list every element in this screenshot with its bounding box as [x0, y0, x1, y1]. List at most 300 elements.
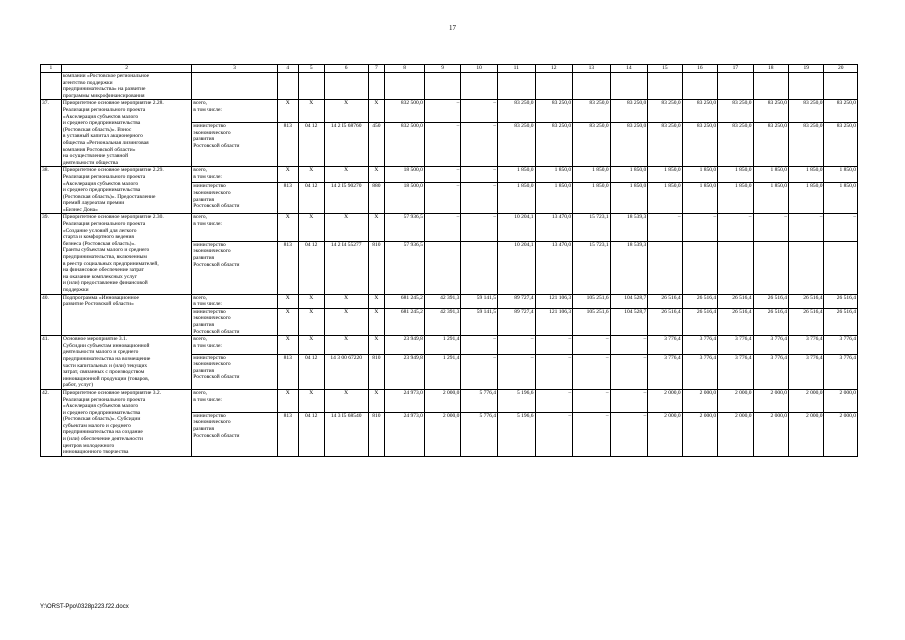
cell-line: компании «Ростовское региональное [62, 73, 150, 79]
empty-cell [298, 73, 324, 100]
value-cell: – [573, 412, 611, 456]
value-cell: 3 776,4 [789, 354, 824, 389]
value-cell: 83 250,0 [610, 123, 648, 167]
row-number: 41. [41, 336, 62, 390]
value-cell: – [753, 214, 788, 241]
cell-line: всего, [193, 214, 208, 221]
cell-line: экономического [193, 190, 231, 196]
value-cell: 105 251,6 [573, 294, 611, 308]
value-cell: 83 250,0 [753, 100, 788, 123]
value-cell: 3 776,4 [682, 336, 717, 354]
value-cell: X [324, 308, 368, 335]
value-cell: 104 528,7 [610, 308, 648, 335]
cell-line: Основное мероприятие 3.1. [62, 336, 128, 343]
value-cell: X [324, 389, 368, 412]
value-cell: X [277, 167, 298, 183]
value-cell: X [298, 336, 324, 354]
value-cell: 1 850,0 [682, 183, 717, 214]
row-number: 42. [41, 389, 62, 456]
responsible-ministry [192, 412, 278, 456]
value-cell: 04 12 [298, 123, 324, 167]
value-cell: 04 12 [298, 412, 324, 456]
value-cell: 681 245,2 [385, 308, 425, 335]
value-cell: X [298, 389, 324, 412]
cell-line: компания Ростовской области» [62, 146, 136, 153]
responsible-total [192, 336, 278, 354]
cell-line: министерство [193, 183, 226, 190]
value-cell: 1 850,0 [718, 183, 753, 214]
header-cell: 9 [424, 65, 461, 73]
responsible-total [192, 389, 278, 412]
value-cell [682, 241, 717, 294]
value-cell: 2 000,0 [753, 412, 788, 456]
cell-line: субъектам малого и среднего [62, 422, 131, 429]
value-cell: 26 516,4 [648, 308, 682, 335]
cell-line: развития [193, 321, 215, 328]
value-cell: X [277, 308, 298, 335]
empty-cell [277, 73, 298, 100]
footer-filepath: Y:\ORST-Ppo\0328p223.f22.docx [40, 604, 129, 610]
value-cell: 83 250,0 [573, 100, 611, 123]
value-cell: 2 000,0 [824, 389, 858, 412]
cell-line: экономического [193, 315, 231, 322]
value-cell: 1 850,0 [718, 167, 753, 183]
value-cell: 810 [368, 241, 385, 294]
cell-line: и среднего предпринимательства [62, 120, 141, 127]
cell-line: предпринимательства» на развитие [62, 86, 146, 93]
value-cell: X [368, 214, 385, 241]
value-cell: – [461, 100, 498, 123]
cell-line: Реализация регионального проекта [62, 221, 146, 228]
value-cell [648, 241, 682, 294]
cell-line: и (или) предоставление финансовой [62, 280, 148, 287]
cell-line: затрат, связанных с производством [62, 369, 145, 376]
cell-line: экономического [193, 361, 231, 368]
header-cell: 6 [324, 65, 368, 73]
header-cell: 14 [610, 65, 648, 73]
value-cell: X [368, 100, 385, 123]
value-cell: X [298, 100, 324, 123]
value-cell: 2 000,0 [682, 412, 717, 456]
cell-line: министерство [193, 241, 226, 248]
value-cell: 83 250,0 [753, 123, 788, 167]
value-cell: – [610, 389, 648, 412]
cell-line: Реализация регионального проекта [62, 396, 146, 403]
value-cell: 5 196,6 [497, 412, 535, 456]
value-cell: 42 391,3 [424, 308, 461, 335]
value-cell: 2 000,0 [648, 389, 682, 412]
value-cell: 13 470,0 [535, 241, 573, 294]
value-cell: 24 973,0 [385, 412, 425, 456]
value-cell: – [461, 167, 498, 183]
cell-line: Ростовской области [193, 374, 240, 381]
cell-line: «Акселерация субъектов малого [62, 180, 139, 187]
cell-line: и (или) обеспечение деятельности [62, 436, 143, 443]
cell-line: части капитальных и (или) текущих [62, 362, 148, 369]
value-cell: 26 516,4 [682, 308, 717, 335]
value-cell: 23 949,8 [385, 336, 425, 354]
header-cell: 20 [824, 65, 858, 73]
value-cell: 15 723,1 [573, 241, 611, 294]
value-cell: X [298, 308, 324, 335]
cell-line: Ростовской области [193, 203, 240, 210]
cell-line: министерство [193, 354, 226, 361]
cell-line: Ростовской области [193, 143, 240, 149]
value-cell: 26 516,4 [824, 294, 858, 308]
empty-cell [385, 73, 425, 100]
value-cell: 1 850,0 [573, 183, 611, 214]
value-cell: – [682, 214, 717, 241]
cell-line: Приоритетное основное мероприятие 2.30. [62, 214, 164, 221]
value-cell: 18 539,3 [610, 241, 648, 294]
value-cell: 83 250,0 [718, 123, 753, 167]
value-cell: – [535, 354, 573, 389]
cell-line: центров молодежного [62, 442, 115, 449]
value-cell: X [368, 294, 385, 308]
cell-line: всего, [193, 167, 208, 174]
row-number: 40. [41, 294, 62, 336]
value-cell: 26 516,4 [718, 308, 753, 335]
cell-line: Реализация регионального проекта [62, 173, 146, 180]
cell-line: развития [193, 367, 215, 374]
empty-cell [824, 73, 858, 100]
cell-line: министерство [193, 308, 226, 315]
value-cell: 832 500,0 [385, 100, 425, 123]
cell-line: (Ростовская область)». Предоставление [62, 193, 156, 200]
empty-cell [324, 73, 368, 100]
value-cell: – [535, 389, 573, 412]
responsible-ministry [192, 308, 278, 335]
responsible-ministry [192, 183, 278, 214]
value-cell: 121 106,3 [535, 294, 573, 308]
value-cell: 1 850,0 [497, 183, 535, 214]
cell-line: на оказание комплексных услуг [62, 273, 138, 280]
value-cell: 83 250,0 [535, 100, 573, 123]
value-cell: 18 539,3 [610, 214, 648, 241]
cell-line: предпринимательства на возмещение [62, 355, 151, 362]
value-cell: – [610, 336, 648, 354]
value-cell: 26 516,4 [648, 294, 682, 308]
value-cell: 83 250,0 [789, 100, 824, 123]
cell-line: инновационного творчества [62, 449, 129, 456]
value-cell: X [298, 167, 324, 183]
cell-line: в уставный капитал акционерного [62, 133, 143, 140]
value-cell: 810 [368, 354, 385, 389]
value-cell: 1 850,0 [824, 167, 858, 183]
empty-cell [535, 73, 573, 100]
value-cell: 18 500,0 [385, 183, 425, 214]
value-cell: – [610, 412, 648, 456]
value-cell: 26 516,4 [824, 308, 858, 335]
row-number: 37. [41, 100, 62, 167]
cell-line: на финансовое обеспечение затрат [62, 267, 144, 274]
value-cell: 23 949,8 [385, 354, 425, 389]
value-cell: 5 196,6 [497, 389, 535, 412]
value-cell: – [424, 214, 461, 241]
cell-line: министерство [193, 123, 226, 130]
value-cell: 26 516,4 [718, 294, 753, 308]
cell-line: экономического [193, 419, 231, 426]
value-cell: 59 141,5 [461, 308, 498, 335]
value-cell: X [277, 294, 298, 308]
value-cell: 83 250,0 [648, 100, 682, 123]
cell-line: программы микрофинансирования [62, 92, 145, 99]
value-cell: – [573, 389, 611, 412]
cell-line: в том числе: [193, 173, 222, 180]
empty-cell [497, 73, 535, 100]
value-cell: 83 250,0 [824, 123, 858, 167]
value-cell: 1 291,4 [424, 354, 461, 389]
value-cell: 14 2 I5 90270 [324, 183, 368, 214]
empty-cell [192, 73, 278, 100]
value-cell: 813 [277, 183, 298, 214]
value-cell: 83 250,0 [610, 100, 648, 123]
cell-line: всего, [193, 389, 208, 396]
value-cell: 04 12 [298, 354, 324, 389]
cell-line: Ростовской области [193, 328, 240, 335]
cell-line: «Бизнес Дона» [62, 206, 98, 213]
responsible-total [192, 167, 278, 183]
header-cell: 11 [497, 65, 535, 73]
row-number: 39. [41, 214, 62, 294]
value-cell: – [497, 354, 535, 389]
cell-line: и среднего предпринимательства [62, 187, 141, 194]
value-cell: 121 106,3 [535, 308, 573, 335]
cell-line: Приоритетное основное мероприятие 2.29. [62, 167, 164, 174]
value-cell: 5 776,4 [461, 412, 498, 456]
value-cell: X [298, 214, 324, 241]
row-name [61, 336, 191, 390]
value-cell: – [573, 336, 611, 354]
value-cell: X [277, 100, 298, 123]
cell-line: всего, [193, 294, 208, 301]
header-cell: 17 [718, 65, 753, 73]
value-cell: 83 250,0 [497, 100, 535, 123]
value-cell: 14 2 I5 68760 [324, 123, 368, 167]
row-name [61, 294, 191, 336]
header-cell: 12 [535, 65, 573, 73]
cell-line: «Создание условий для легкого [62, 227, 137, 234]
value-cell: 2 000,0 [753, 389, 788, 412]
cell-line: Гранты субъектам малого и среднего [62, 247, 150, 254]
cell-line: развития [193, 255, 215, 261]
page-number: 17 [449, 24, 456, 32]
value-cell: 1 850,0 [789, 183, 824, 214]
value-cell: 2 000,0 [424, 389, 461, 412]
header-cell: 19 [789, 65, 824, 73]
cell-line: деятельности малого и среднего [62, 349, 139, 356]
value-cell: 89 727,4 [497, 294, 535, 308]
value-cell: – [610, 354, 648, 389]
value-cell: X [277, 214, 298, 241]
header-cell: 8 [385, 65, 425, 73]
value-cell: 813 [277, 123, 298, 167]
value-cell: 681 245,2 [385, 294, 425, 308]
value-cell [461, 241, 498, 294]
cell-line: в том числе: [193, 342, 222, 349]
row-name [61, 167, 191, 214]
header-cell: 18 [753, 65, 788, 73]
value-cell: 832 500,0 [385, 123, 425, 167]
value-cell: 2 000,0 [789, 389, 824, 412]
value-cell: 1 850,0 [535, 167, 573, 183]
value-cell: – [461, 336, 498, 354]
empty-cell [610, 73, 648, 100]
value-cell: 26 516,4 [753, 308, 788, 335]
value-cell [424, 241, 461, 294]
responsible-total [192, 294, 278, 308]
value-cell: 3 776,4 [753, 354, 788, 389]
cell-line: и среднего предпринимательства [62, 409, 141, 416]
value-cell: X [324, 100, 368, 123]
cell-line: работ, услуг) [62, 382, 94, 389]
value-cell: 1 850,0 [753, 167, 788, 183]
value-cell: X [368, 389, 385, 412]
value-cell: 24 973,0 [385, 389, 425, 412]
value-cell: – [789, 214, 824, 241]
empty-cell [573, 73, 611, 100]
value-cell: 57 936,5 [385, 241, 425, 294]
value-cell: 83 250,0 [682, 100, 717, 123]
cell-line: «Акселерация субъектов малого [62, 403, 139, 410]
value-cell: 89 727,4 [497, 308, 535, 335]
value-cell: – [535, 412, 573, 456]
value-cell: – [573, 354, 611, 389]
header-cell: 15 [648, 65, 682, 73]
header-cell: 7 [368, 65, 385, 73]
value-cell: 813 [277, 241, 298, 294]
value-cell: 3 776,4 [718, 336, 753, 354]
value-cell: – [824, 214, 858, 241]
value-cell: 83 250,0 [682, 123, 717, 167]
value-cell: 10 204,1 [497, 214, 535, 241]
value-cell: – [461, 354, 498, 389]
value-cell [753, 241, 788, 294]
empty-cell [789, 73, 824, 100]
value-cell: 3 776,4 [789, 336, 824, 354]
cell-line: развитие Ростовской области» [62, 301, 134, 308]
cell-line: предпринимательства на создание [62, 429, 143, 436]
value-cell: 15 723,1 [573, 214, 611, 241]
value-cell: 813 [277, 354, 298, 389]
value-cell: 3 776,4 [753, 336, 788, 354]
value-cell: 1 850,0 [824, 183, 858, 214]
value-cell: 2 000,0 [824, 412, 858, 456]
value-cell: 83 250,0 [648, 123, 682, 167]
header-cell: 16 [682, 65, 717, 73]
cell-line: всего, [193, 336, 208, 343]
value-cell: 1 850,0 [648, 183, 682, 214]
cell-line: Реализация регионального проекта [62, 106, 146, 113]
value-cell: 3 776,4 [648, 336, 682, 354]
cell-line: Подпрограмма «Инновационное [62, 294, 139, 301]
value-cell: X [368, 167, 385, 183]
value-cell: 26 516,4 [789, 308, 824, 335]
value-cell: 3 776,4 [824, 336, 858, 354]
empty-cell [461, 73, 498, 100]
value-cell: X [277, 389, 298, 412]
cell-line: в том числе: [193, 301, 222, 308]
empty-cell [368, 73, 385, 100]
value-cell: 1 850,0 [753, 183, 788, 214]
value-cell: X [324, 336, 368, 354]
cell-line: поддержки [62, 287, 89, 293]
value-cell: 813 [277, 412, 298, 456]
value-cell: X [324, 214, 368, 241]
cell-line: (Ростовская область)». Взнос [62, 126, 132, 133]
cell-line: премий лауреатам премии [62, 200, 125, 207]
value-cell [789, 241, 824, 294]
value-cell: 26 516,4 [682, 294, 717, 308]
value-cell: 83 250,0 [789, 123, 824, 167]
value-cell: 83 250,0 [573, 123, 611, 167]
value-cell: 2 000,0 [682, 389, 717, 412]
value-cell: – [497, 336, 535, 354]
budget-table [40, 64, 858, 457]
value-cell: 42 391,3 [424, 294, 461, 308]
value-cell: X [368, 308, 385, 335]
value-cell: 83 250,0 [497, 123, 535, 167]
value-cell: 14 2 I4 55277 [324, 241, 368, 294]
empty-cell [718, 73, 753, 100]
cell-line: бизнеса (Ростовская область)». [62, 240, 136, 247]
value-cell: 450 [368, 123, 385, 167]
value-cell: 1 291,4 [424, 336, 461, 354]
value-cell: 3 776,4 [648, 354, 682, 389]
responsible-ministry [192, 354, 278, 389]
value-cell: 105 251,6 [573, 308, 611, 335]
empty-cell [648, 73, 682, 100]
cell-line: агентство поддержки [62, 79, 113, 86]
cell-line: всего, [193, 100, 208, 107]
cell-line: (Ростовская область)». Субсидии [62, 416, 141, 423]
value-cell: – [535, 336, 573, 354]
value-cell: 2 000,0 [718, 412, 753, 456]
value-cell [718, 241, 753, 294]
row-name [61, 389, 191, 456]
cell-line: экономического [193, 248, 231, 255]
cell-line: общества «Региональная лизинговая [62, 139, 149, 146]
cell-line: в том числе: [193, 106, 222, 113]
value-cell: – [424, 183, 461, 214]
value-cell: 57 936,5 [385, 214, 425, 241]
cell-line: экономического [193, 129, 231, 136]
cell-line: развития [193, 196, 215, 203]
value-cell: 5 776,4 [461, 389, 498, 412]
header-cell: 2 [61, 65, 191, 73]
value-cell: – [461, 214, 498, 241]
value-cell: 04 12 [298, 183, 324, 214]
value-cell: 1 850,0 [610, 183, 648, 214]
value-cell: 2 000,0 [718, 389, 753, 412]
value-cell: – [718, 214, 753, 241]
header-cell: 5 [298, 65, 324, 73]
value-cell: 26 516,4 [753, 294, 788, 308]
value-cell: 1 850,0 [535, 183, 573, 214]
cell-line: деятельности общества [62, 159, 118, 166]
value-cell: 880 [368, 183, 385, 214]
cell-line: «Акселерация субъектов малого [62, 113, 139, 120]
row-number [41, 73, 62, 100]
value-cell: – [424, 100, 461, 123]
cell-line: Приоритетное основное мероприятие 2.28. [62, 100, 164, 107]
header-cell: 13 [573, 65, 611, 73]
value-cell: – [648, 214, 682, 241]
value-cell: 1 850,0 [682, 167, 717, 183]
row-number: 38. [41, 167, 62, 214]
cell-line: в том числе: [193, 221, 222, 228]
value-cell: X [324, 294, 368, 308]
